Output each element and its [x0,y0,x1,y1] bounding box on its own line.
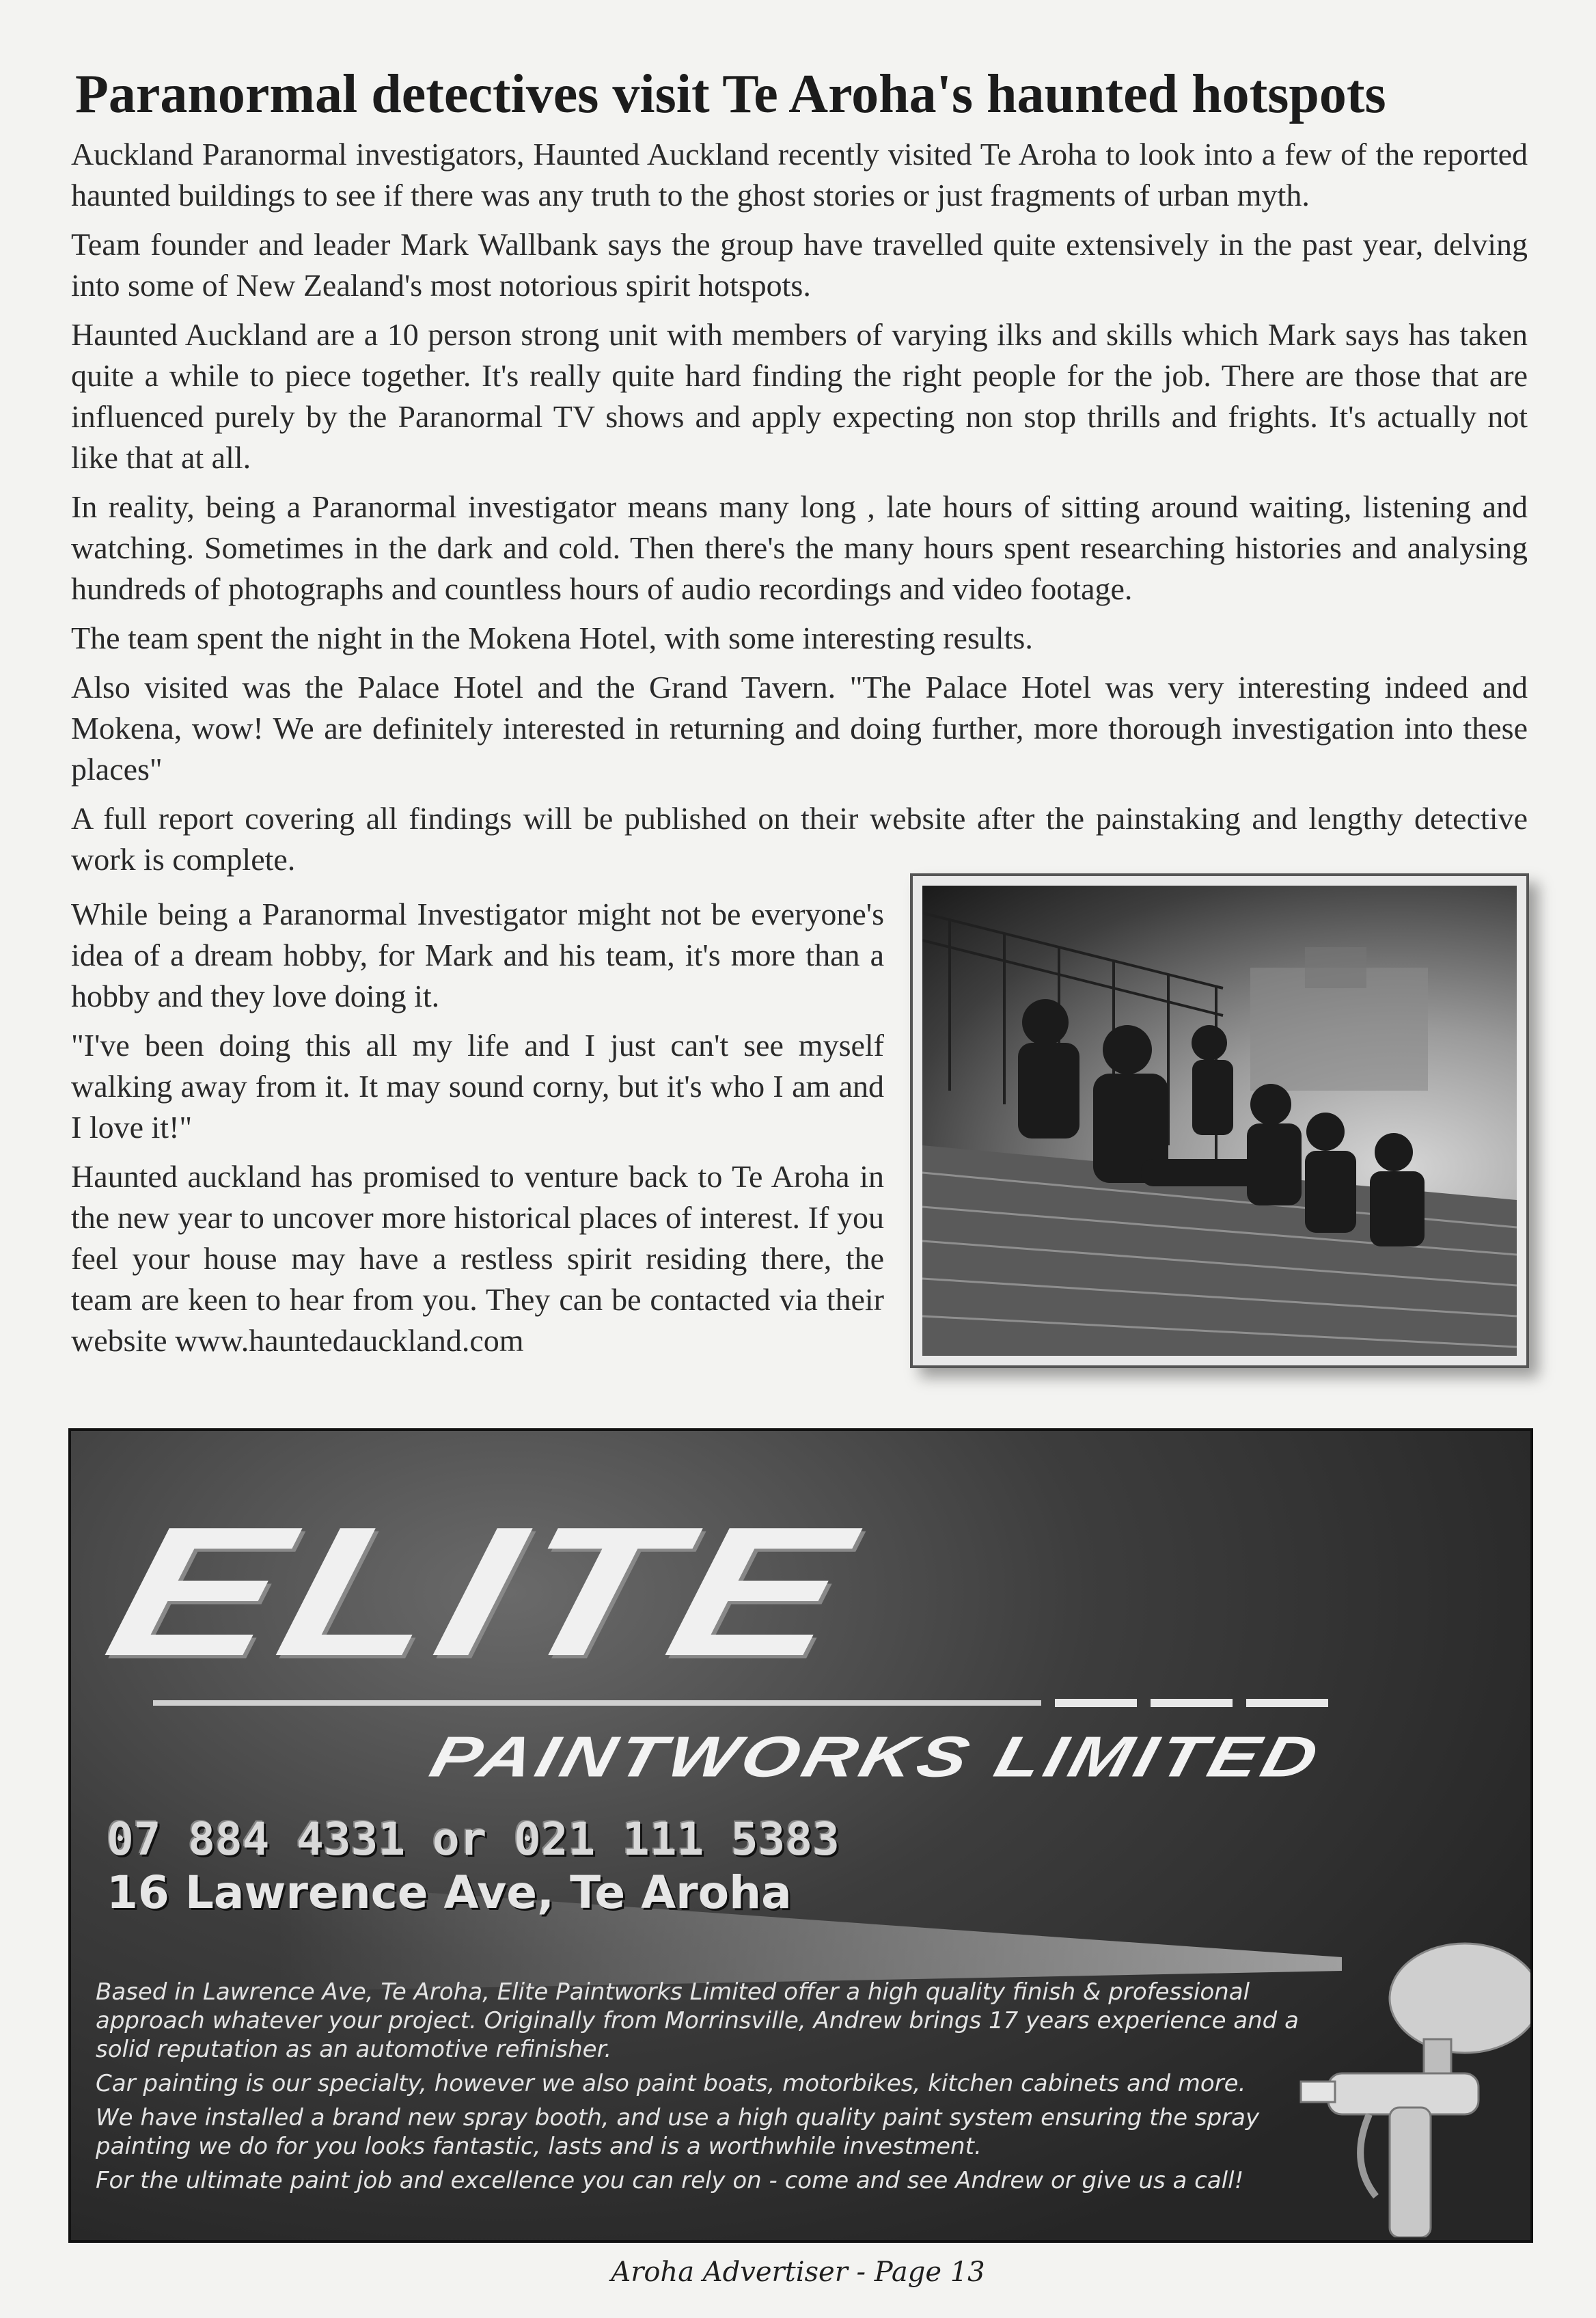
page-footer: Aroha Advertiser - Page 13 [611,2256,985,2288]
ad-phone: 07 884 4331 or 021 111 5383 [107,1813,840,1866]
article-paragraph: While being a Paranormal Investigator might not be everyone's idea of a dream hobby, for Mark and his team, it's more than a hobby and they love doing it. [71,897,884,1013]
team-on-steps-photo [922,886,1517,1356]
article-body [71,134,1528,888]
ad-logo-main: ELITE [90,1488,873,1695]
spray-gun-icon [1287,1937,1533,2237]
headline: Paranormal detectives visit Te Aroha's haunted hotspots [75,64,1386,124]
article-photo-frame [910,873,1529,1368]
article-paragraph: Haunted auckland has promised to venture back to Te Aroha in the new year to uncover more historical places of interest. If you feel your house may have a restless spirit residing there, the team are keen to hear from you. They can be contacted via their website www.hauntedauckland.com [71,1159,884,1358]
logo-stripe-decoration [153,1696,1369,1710]
article-paragraph: A full report covering all findings will be published on their website after the painstaking and lengthy detective work is complete. [71,801,1528,877]
article-paragraph: Haunted Auckland are a 10 person strong unit with members of varying ilks and skills which Mark says has taken quite a while to piece together. It's really quite hard finding the right people for the job. There are those that are influenced purely by the Paranormal TV shows and apply expecting non stop thrills and frights. It's actually not like that at all. [71,317,1528,475]
ad-address: 16 Lawrence Ave, Te Aroha [107,1866,792,1919]
ad-logo-sub: PAINTWORKS LIMITED [424,1724,1329,1789]
elite-paintworks-ad [68,1428,1533,2243]
article-paragraph: Auckland Paranormal investigators, Haunted Auckland recently visited Te Aroha to look into a few of the reported haunted buildings to see if there was any truth to the ghost stories or just fragments of urban myth. [71,137,1528,213]
ad-copy-paragraph: For the ultimate paint job and excellence you can rely on - come and see Andrew or give us a call! [96,2167,1244,2194]
article-paragraph: Team founder and leader Mark Wallbank says the group have travelled quite extensively in the past year, delving into some of New Zealand's most notorious spirit hotspots. [71,227,1528,303]
photo-illustration [922,886,1517,1356]
article-paragraph: The team spent the night in the Mokena Hotel, with some interesting results. [71,621,1033,655]
ad-copy-paragraph: Based in Lawrence Ave, Te Aroha, Elite Paintworks Limited offer a high quality finish & professional approach whatever your project. Originally from Morrinsville, Andrew brings 17 years experience and a solid reputation as an automotive refinisher. [96,1978,1299,2063]
ad-copy-paragraph: Car painting is our specialty, however we also paint boats, motorbikes, kitchen cabinets and more. [96,2070,1246,2097]
article-paragraph: In reality, being a Paranormal investigator means many long , late hours of sitting around waiting, listening and watching. Sometimes in the dark and cold. Then there's the many hours spent researching histories and analysing hundreds of photographs and countless hours of audio recordings and video footage. [71,489,1528,606]
article-paragraph: Also visited was the Palace Hotel and the Grand Tavern. "The Palace Hotel was very interesting indeed and Mokena, wow! We are definitely interested in returning and doing further, more thorough investigation into these places" [71,670,1528,787]
article-column [71,894,884,1369]
article-paragraph: "I've been doing this all my life and I just can't see myself walking away from it. It may sound corny, but it's who I am and I love it!" [71,1028,884,1145]
ad-copy-paragraph: We have installed a brand new spray booth, and use a high quality paint system ensuring the spray painting we do for you looks fantastic, lasts and is a worthwhile investment. [96,2104,1260,2160]
ad-copy [96,1978,1325,2200]
